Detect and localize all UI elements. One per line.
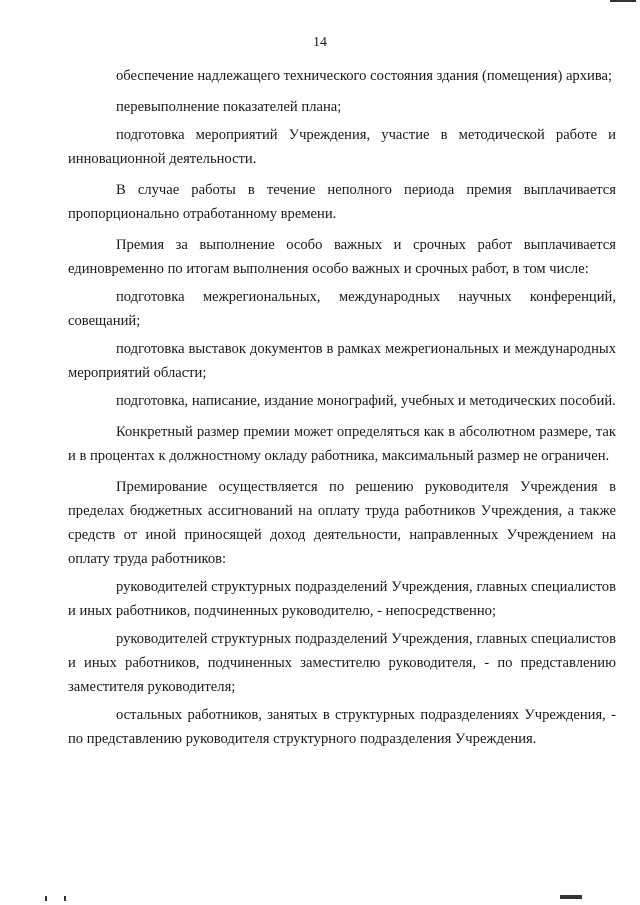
paragraph-plan-overfulfillment: перевыполнение показателей плана;: [116, 99, 342, 115]
paragraph-other-employees: остальных работников, занятых в структурных подразделениях Учреждения, - по представлению руководителя структурного подразделения Учреждения.: [68, 707, 616, 747]
scan-mark-bottom-left: [45, 896, 47, 901]
paragraph-urgent-work-bonus: Премия за выполнение особо важных и срочных работ выплачивается единовременно по итогам выполнения особо важных и срочных работ, в том числе:: [68, 237, 616, 277]
paragraph-bonus-size: Конкретный размер премии может определяться как в абсолютном размере, так и в процентах к должностному окладу работника, максимальный размер не ограничен.: [68, 424, 616, 464]
scan-mark-top: [610, 0, 636, 2]
paragraph-building-condition: обеспечение надлежащего технического состояния здания (помещения) архива;: [116, 68, 613, 84]
paragraph-conferences: подготовка межрегиональных, международных научных конференций, совещаний;: [68, 289, 616, 329]
paragraph-heads-deputy: руководителей структурных подразделений Учреждения, главных специалистов и иных работников, подчиненных заместителю руководителя, - по представлению заместителя руководителя;: [68, 631, 616, 695]
paragraph-bonus-procedure: Премирование осуществляется по решению руководителя Учреждения в пределах бюджетных ассигнований на оплату труда работников Учреждения, а также средств от иной приносящей доход деятельности, направленных Учреждением на оплату труда работников:: [68, 479, 616, 567]
paragraph-exhibitions: подготовка выставок документов в рамках межрегиональных и международных мероприятий области;: [68, 341, 616, 381]
scan-mark-bottom-left: [64, 896, 66, 901]
scan-mark-bottom-right: [560, 895, 582, 899]
paragraph-heads-direct: руководителей структурных подразделений Учреждения, главных специалистов и иных работников, подчиненных руководителю, - непосредственно;: [68, 579, 616, 619]
paragraph-monographs: подготовка, написание, издание монографий, учебных и методических пособий.: [116, 393, 616, 409]
document-body: [68, 64, 616, 758]
paragraph-partial-period: В случае работы в течение неполного периода премия выплачивается пропорционально отработанному времени.: [68, 182, 616, 222]
page-number: 14: [313, 35, 327, 50]
paragraph-events-preparation: подготовка мероприятий Учреждения, участие в методической работе и инновационной деятельности.: [68, 127, 616, 167]
